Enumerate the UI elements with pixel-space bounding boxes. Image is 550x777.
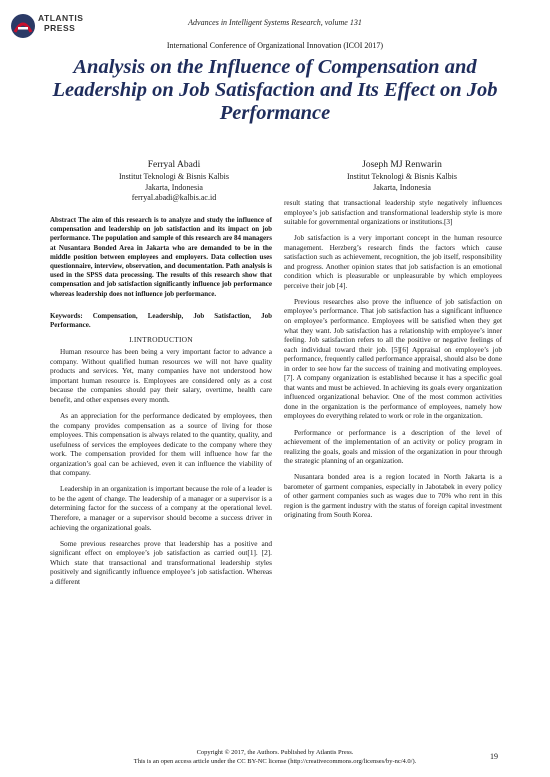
author-name: Ferryal Abadi [147, 160, 201, 170]
author-location: Jakarta, Indonesia [145, 182, 203, 192]
left-body-text [50, 347, 272, 586]
page-number: 19 [490, 752, 498, 761]
author-block-2 [302, 159, 502, 193]
body-paragraph: Human resource has been being a very important factor to advance a company. Without qualified human resources we will not have quality products and services. Yet, many companies have not understood how important human resource is. Employees are considered only as a cost because the companies should pay their salary, overtime, health care benefit, and other expenses every month. [50, 347, 272, 404]
conference-name: International Conference of Organizational Innovation (ICOI 2017) [166, 41, 384, 50]
body-paragraph: Leadership in an organization is important because the role of a leader is to be the agent of change. The leadership of a manager or a supervisor is a determining factor for the success of a company at the operational level. Therefore, a manager or a supervisor should become a success driver in achieving the organizational goals. [50, 484, 272, 532]
body-paragraph: result stating that transactional leadership style negatively influences employee’s job satisfaction and transformational leadership style is more suitable for governmental organizations or institutions.[3] [284, 198, 502, 227]
section-heading-introduction: I.INTRODUCTION [129, 335, 193, 345]
left-column [50, 216, 272, 593]
author-email: ferryal.abadi@kalbis.ac.id [131, 193, 217, 202]
body-paragraph: Nusantara bonded area is a region located in North Jakarta is a barometer of garment companies, especially in Jabotabek in every policy of other garment companies such as wages due to 70% who rent in this region is the garment industry with the status of foreign capital investment originating from South Korea. [284, 472, 502, 520]
abstract: Abstract The aim of this research is to analyze and study the influence of compensation and leadership on job satisfaction and its impact on job performance. The population and sample of this research are 84 managers at Nusantara Bonded Area in Jakarta who are demanded to be in the middle position between employees and employers. Data collection uses questionnaire, interview, observation, and documentation. Path analysis is used in the SPSS data processing. The results of this research show that compensation and job satisfaction significantly influence job performance whereas leadership does not influence job performance. [50, 216, 272, 298]
body-paragraph: Previous researches also prove the influence of job satisfaction on employee’s performance. That job satisfaction has a significant influence on employee’s performance. Employees will be satisfied when they get what they want. Job satisfaction has a relationship with employee’s inner feeling. Job satisfaction refers to all the positive or negative feelings of each individual toward their job. [5][6] Appraisal on employee’s job performance, frequently called performance appraisal, should also be done in order to see how far the success of training and motivating employees. [7]. A company organization is established because it has a specific goal that wants and must be achieved. In achieving its goals every organization influenced organizational behavior. One of the most common activities done in the organization is the performance of employees, namely how employees do everything related to work or role in the organization. [284, 296, 503, 421]
body-paragraph: As an appreciation for the performance dedicated by employees, then the company provides compensation as a source of living for those employees. This compensation is always related to the quantity, quality, and usefulness of services the employees dedicate to the company where they work. The compensation provided for them will influence how far the organization’s goal can be achieved, even it can influence the viability of that company. [50, 411, 272, 478]
footer-license: This is an open access article under the CC BY-NC license (http://creativecommons.org/licenses/by-nc/4.0/). [133, 758, 417, 765]
author-affiliation: Institut Teknologi & Bisnis Kalbis [119, 172, 229, 181]
series-title: Advances in Intelligent Systems Research, volume 131 [188, 18, 362, 27]
body-paragraph: Performance or performance is a description of the level of achievement of the implementation of an activity or policy program in realizing the goals, goals and mission of the organization in pour through the strategic planning of an organization. [284, 427, 502, 466]
body-paragraph: Job satisfaction is a very important concept in the human resource management. Herzberg’s research finds the factors which cause satisfaction such as achievement, recognition, the job itself, responsibility and progress. Another opinion states that job satisfaction is an emotional condition which is pleasurable or unpleasurable by which employees perceive their job [4]. [284, 233, 502, 290]
publisher-name-line1: ATLANTIS [38, 13, 84, 23]
author-block-1 [74, 159, 274, 204]
paper-title: Analysis on the Influence of Compensation and Leadership on Job Satisfaction and Its Effect on Job Performance [52, 56, 498, 124]
publisher-name-line2: PRESS [44, 23, 76, 33]
author-affiliation: Institut Teknologi & Bisnis Kalbis [347, 172, 457, 181]
keywords: Keywords: Compensation, Leadership, Job Satisfaction, Job Performance. [50, 311, 272, 330]
footer-copyright: Copyright © 2017, the Authors. Published by Atlantis Press. [196, 749, 354, 756]
body-paragraph: Some previous researches prove that leadership has a positive and significant effect on employee’s job satisfaction as carried out[1]. [2]. Which state that transactional and transformational leadership styles positively and significantly influence employee’s job satisfaction. Whereas a different [50, 538, 272, 586]
right-column [284, 198, 502, 526]
author-name: Joseph MJ Renwarin [362, 160, 442, 170]
author-location: Jakarta, Indonesia [373, 182, 431, 192]
